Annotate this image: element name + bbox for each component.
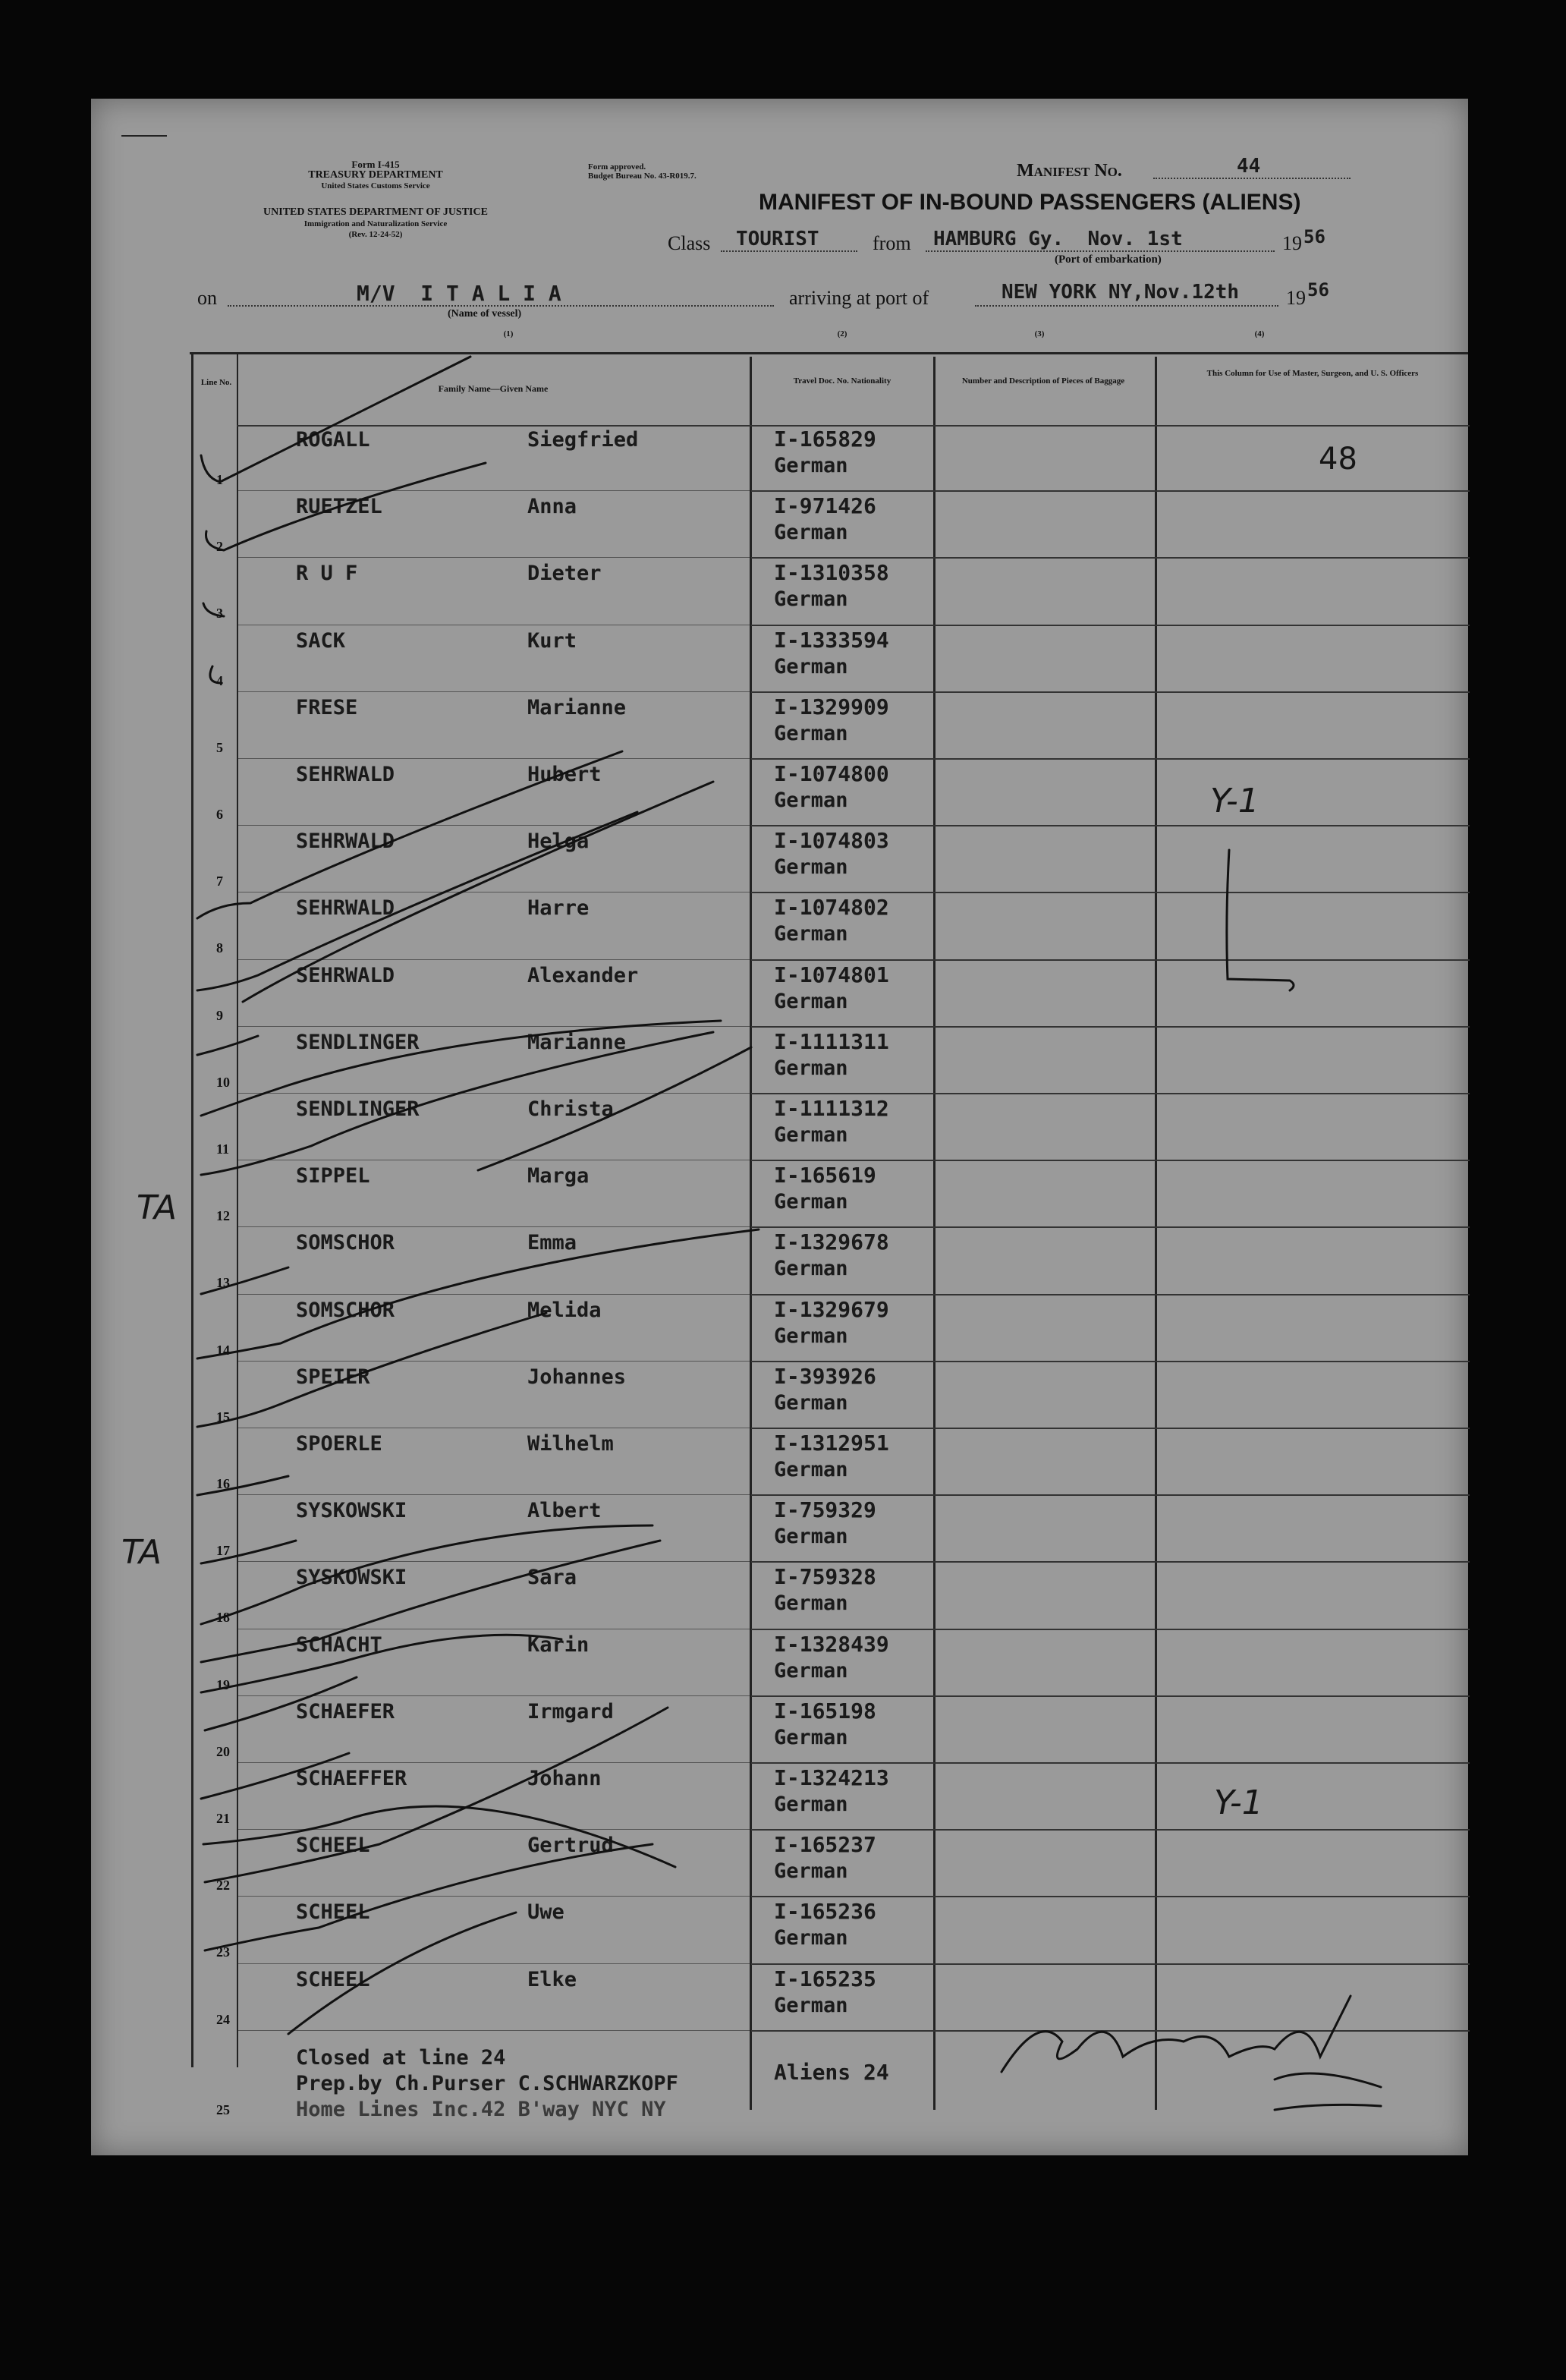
travel-doc-number: I-165236	[774, 1899, 876, 1925]
line-number: 20	[216, 1743, 230, 1759]
family-name: RUETZEL	[296, 495, 382, 519]
travel-doc-number: I-1111311	[774, 1028, 889, 1054]
vessel-caption: (Name of vessel)	[448, 308, 522, 320]
travel-doc-number: I-1111312	[774, 1096, 889, 1121]
nationality: German	[774, 1257, 848, 1281]
nationality: German	[774, 587, 848, 612]
family-name: SEHRWALD	[296, 896, 395, 921]
family-name: SCHAEFER	[296, 1699, 395, 1724]
travel-doc-number: I-759329	[774, 1497, 876, 1523]
nationality: German	[774, 1056, 848, 1080]
nationality: German	[774, 1190, 848, 1214]
travel-doc-number: I-1329909	[774, 694, 889, 719]
family-name: SOMSCHOR	[296, 1231, 395, 1255]
arrival-port: NEW YORK NY,Nov.12th	[1002, 281, 1240, 304]
nationality: German	[774, 1725, 848, 1749]
line-number: 6	[216, 807, 223, 822]
given-name: Sara	[527, 1566, 577, 1590]
travel-doc-number: I-1310358	[774, 560, 889, 586]
col-num-3: (3)	[1034, 329, 1045, 338]
line-number: 24	[216, 2011, 230, 2027]
nationality: German	[774, 855, 848, 880]
arriving-label: arriving at port of	[789, 287, 929, 309]
travel-doc-number: I-165235	[774, 1966, 876, 1991]
travel-doc-number: I-165619	[774, 1163, 876, 1188]
travel-doc-number: I-759328	[774, 1564, 876, 1590]
given-name: Hubert	[527, 763, 602, 786]
given-name: Alexander	[527, 963, 639, 987]
nationality: German	[774, 1859, 848, 1884]
given-name: Marga	[527, 1164, 590, 1188]
col-header-officers: This Column for Use of Master, Surgeon, and U. S. Officers	[1206, 369, 1419, 378]
family-name: SACK	[296, 628, 346, 653]
family-name: SPEIER	[296, 1365, 370, 1389]
travel-doc-number: I-1333594	[774, 627, 889, 653]
family-name: SIPPEL	[296, 1164, 370, 1188]
given-name: Wilhelm	[527, 1432, 614, 1456]
manifest-heading: MANIFEST OF IN-BOUND PASSENGERS (ALIENS)	[759, 190, 1301, 215]
manifest-sheet	[91, 99, 1468, 2155]
given-name: Helga	[527, 830, 590, 854]
form-number: Form I-415	[351, 159, 400, 170]
budget-bureau: Budget Bureau No. 43-R019.7.	[588, 172, 697, 181]
nationality: German	[774, 1123, 848, 1147]
class-value: TOURIST	[736, 228, 819, 250]
form-approved: Form approved.	[588, 162, 646, 172]
travel-doc-number: I-165829	[774, 427, 876, 452]
col-header-name: Family Name—Given Name	[438, 383, 549, 394]
line-number: 1	[216, 472, 223, 487]
given-name: Siegfried	[527, 428, 639, 452]
nationality: German	[774, 1993, 848, 2017]
given-name: Uwe	[527, 1900, 564, 1925]
given-name: Johann	[527, 1767, 602, 1790]
line-number: 7	[216, 874, 223, 889]
from-value: HAMBURG Gy. Nov. 1st	[933, 228, 1183, 250]
family-name: FRESE	[296, 695, 358, 719]
y1-annotation-top: Y-1	[1210, 782, 1259, 820]
line-number: 14	[216, 1342, 230, 1358]
family-name: ROGALL	[296, 428, 370, 452]
ta-annotation-1: TA	[137, 1188, 177, 1227]
nationality: German	[774, 789, 848, 812]
given-name: Dieter	[527, 562, 602, 586]
line-number: 18	[216, 1610, 230, 1626]
given-name: Harre	[527, 896, 590, 921]
ta-annotation-2: TA	[121, 1533, 162, 1572]
nationality: German	[774, 654, 848, 678]
class-label: Class	[668, 232, 711, 254]
given-name: Anna	[527, 495, 577, 519]
given-name: Christa	[527, 1097, 614, 1121]
arrival-year-prefix: 19	[1286, 287, 1306, 309]
family-name: SYSKOWSKI	[296, 1499, 407, 1523]
family-name: SEHRWALD	[296, 830, 395, 854]
family-name: SCHEEL	[296, 1967, 370, 1991]
check-mark-1	[201, 357, 470, 482]
year-value: 56	[1303, 226, 1325, 247]
nationality: German	[774, 1591, 848, 1616]
col-num-4: (4)	[1254, 329, 1265, 338]
travel-doc-number: I-1329679	[774, 1296, 889, 1322]
travel-doc-number: I-971426	[774, 493, 876, 519]
nationality: German	[774, 721, 848, 745]
line-number: 2	[216, 539, 223, 555]
family-name: SYSKOWSKI	[296, 1566, 407, 1590]
family-name: SEHRWALD	[296, 963, 395, 987]
handwriting-overlay	[91, 99, 1468, 2155]
revision-date: (Rev. 12-24-52)	[348, 230, 403, 239]
nationality: German	[774, 454, 848, 477]
y1-annotation-bottom: Y-1	[1214, 1783, 1263, 1822]
family-name: SEHRWALD	[296, 763, 395, 786]
vessel-name: M/V I T A L I A	[357, 281, 561, 306]
justice-dept: UNITED STATES DEPARTMENT OF JUSTICE	[263, 206, 488, 218]
line-number-25: 25	[216, 2102, 230, 2117]
given-name: Emma	[527, 1231, 577, 1255]
aliens-total: Aliens 24	[774, 2060, 889, 2085]
customs-service: United States Customs Service	[321, 181, 430, 190]
family-name: SCHEEL	[296, 1900, 370, 1925]
line-number: 8	[216, 940, 223, 956]
from-label: from	[873, 232, 911, 254]
given-name: Marianne	[527, 1030, 627, 1054]
line-number: 5	[216, 739, 223, 755]
closed-at-line: Closed at line 24	[296, 2046, 506, 2070]
nationality: German	[774, 1793, 848, 1816]
travel-doc-number: I-165198	[774, 1698, 876, 1724]
travel-doc-number: I-1312951	[774, 1431, 889, 1456]
nationality: German	[774, 1658, 848, 1683]
given-name: Gertrud	[527, 1834, 614, 1858]
manifest-no-value: 44	[1237, 155, 1261, 178]
given-name: Irmgard	[527, 1699, 614, 1724]
family-name: SCHACHT	[296, 1632, 382, 1657]
arrival-year: 56	[1307, 279, 1329, 301]
family-name: SOMSCHOR	[296, 1298, 395, 1322]
on-label: on	[197, 287, 217, 309]
travel-doc-number: I-1329678	[774, 1229, 889, 1255]
line-number: 22	[216, 1878, 230, 1894]
line-number: 23	[216, 1944, 230, 1960]
ins-service: Immigration and Naturalization Service	[303, 219, 448, 228]
line-number: 21	[216, 1811, 230, 1826]
line-number: 9	[216, 1007, 223, 1023]
treasury-dept: TREASURY DEPARTMENT	[308, 169, 443, 181]
given-name: Elke	[527, 1967, 577, 1991]
nationality: German	[774, 922, 848, 946]
col-num-2: (2)	[837, 329, 847, 338]
given-name: Melida	[527, 1298, 602, 1322]
line-number: 10	[216, 1074, 230, 1090]
nationality: German	[774, 1458, 848, 1481]
col-header-line: Line No.	[200, 378, 232, 387]
port-embark-caption: (Port of embarkation)	[1055, 253, 1162, 266]
travel-doc-number: I-1074800	[774, 761, 889, 786]
count-48: 48	[1319, 442, 1357, 477]
line-number: 4	[216, 672, 223, 688]
nationality: German	[774, 1926, 848, 1950]
line-number: 16	[216, 1476, 230, 1491]
shipping-agent: Home Lines Inc.42 B'way NYC NY	[296, 2098, 666, 2121]
line-number: 17	[216, 1543, 230, 1559]
given-name: Albert	[527, 1499, 602, 1523]
col-header-doc: Travel Doc. No. Nationality	[793, 376, 891, 386]
line-number: 12	[216, 1208, 230, 1224]
family-name: SCHEEL	[296, 1834, 370, 1858]
nationality: German	[774, 1324, 848, 1348]
year-prefix: 19	[1282, 232, 1302, 254]
col-num-1: (1)	[503, 329, 514, 338]
line-number: 15	[216, 1409, 230, 1425]
family-name: SENDLINGER	[296, 1030, 420, 1054]
travel-doc-number: I-165237	[774, 1832, 876, 1858]
line-number: 13	[216, 1275, 230, 1291]
family-name: SENDLINGER	[296, 1097, 420, 1121]
line-number: 11	[216, 1141, 230, 1157]
family-name: SPOERLE	[296, 1432, 382, 1456]
line-number: 3	[216, 606, 223, 622]
travel-doc-number: I-1324213	[774, 1765, 889, 1790]
nationality: German	[774, 1525, 848, 1549]
given-name: Karin	[527, 1632, 590, 1657]
travel-doc-number: I-1074801	[774, 962, 889, 987]
travel-doc-number: I-1074803	[774, 828, 889, 854]
prepared-by: Prep.by Ch.Purser C.SCHWARZKOPF	[296, 2072, 678, 2095]
nationality: German	[774, 1390, 848, 1415]
family-name: SCHAEFFER	[296, 1767, 407, 1790]
manifest-no-label: Manifest No.	[1017, 161, 1122, 181]
travel-doc-number: I-1074802	[774, 895, 889, 921]
nationality: German	[774, 521, 848, 545]
given-name: Marianne	[527, 695, 627, 719]
nationality: German	[774, 989, 848, 1013]
travel-doc-number: I-393926	[774, 1363, 876, 1389]
travel-doc-number: I-1328439	[774, 1631, 889, 1657]
col-header-baggage: Number and Description of Pieces of Baggage	[961, 376, 1125, 386]
family-name: R U F	[296, 562, 358, 586]
given-name: Kurt	[527, 628, 577, 653]
line-number: 19	[216, 1676, 230, 1692]
given-name: Johannes	[527, 1365, 627, 1389]
